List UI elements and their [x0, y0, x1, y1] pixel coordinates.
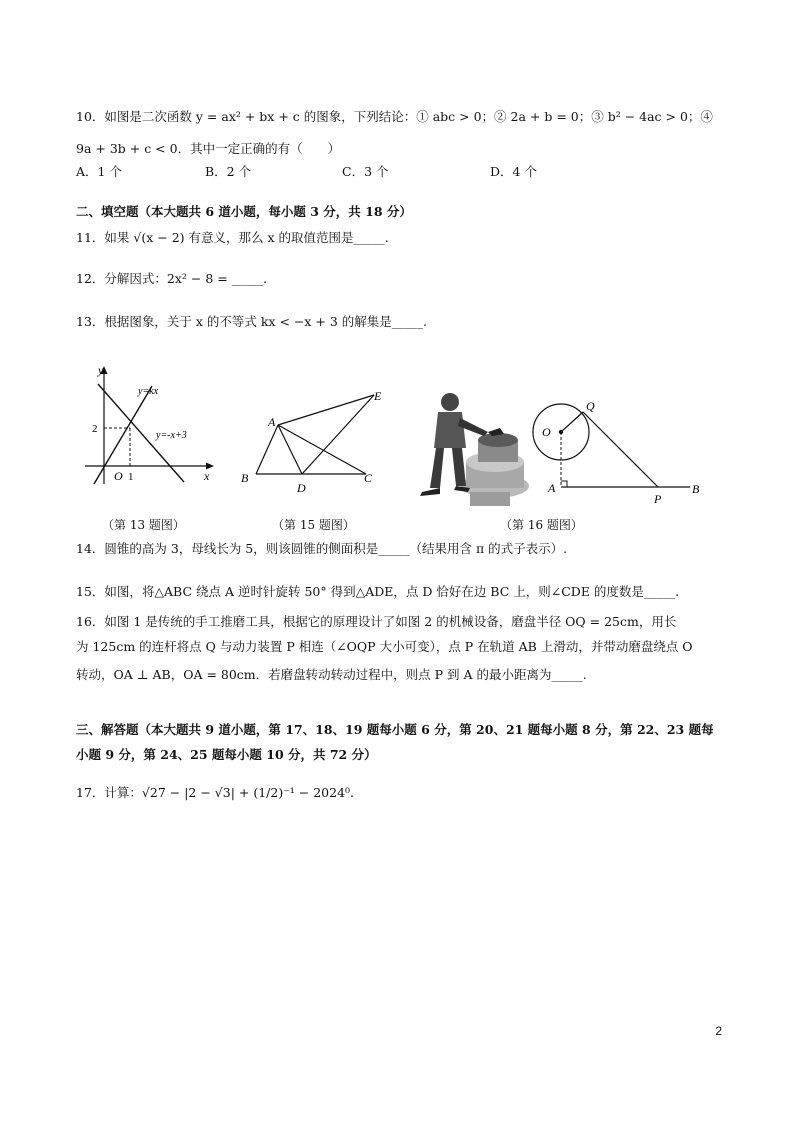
fig13-label-x: x [204, 469, 210, 483]
fig15-label-d: D [297, 481, 306, 495]
section3-heading-line2: 小题 9 分，第 24、25 题每小题 10 分，共 72 分） [76, 747, 377, 762]
section3-heading-line1: 三、解答题（本大题共 9 道小题，第 17、18、19 题每小题 6 分，第 20、21 题每小题 8 分，第 22、23 题每 [76, 722, 714, 737]
fig15-triangles [236, 386, 386, 496]
fig16-caption: （第 16 题图） [500, 518, 583, 532]
fig15-caption: （第 15 题图） [272, 518, 355, 532]
page-number: 2 [715, 1024, 722, 1038]
fig13-graph [80, 362, 220, 490]
q14: 14．圆锥的高为 3，母线长为 5，则该圆锥的侧面积是_____（结果用含 π 的式子表示）. [76, 541, 568, 556]
fig13-label-y: y [98, 363, 104, 377]
q16-line3: 转动，OA ⊥ AB，OA = 80cm．若磨盘转动转动过程中，则点 P 到 A 的最小距离为_____. [76, 667, 587, 682]
fig16-label-a: A [548, 481, 556, 495]
fig16-label-o: O [542, 425, 551, 439]
q10-option-b: B．2 个 [205, 164, 252, 179]
fig13-label-line-kx: y=kx [138, 386, 159, 397]
fig15-label-e: E [374, 389, 382, 403]
fig15-label-c: C [364, 471, 373, 485]
section2-heading: 二、填空题（本大题共 6 道小题，每小题 3 分，共 18 分） [76, 204, 412, 219]
q10-option-c: C．3 个 [342, 164, 389, 179]
fig16-label-q: Q [586, 399, 595, 413]
q15: 15．如图，将△ABC 绕点 A 逆时针旋转 50° 得到△ADE，点 D 恰好在边 BC 上，则∠CDE 的度数是_____. [76, 584, 680, 599]
q10-line1: 10．如图是二次函数 y = ax² + bx + c 的图象，下列结论：① abc > 0；② 2a + b = 0；③ b² − 4ac > 0；④ [76, 109, 713, 124]
fig16-label-p: P [654, 492, 662, 506]
q10-option-a: A．1 个 [76, 164, 122, 179]
fig13-label-origin: O [114, 469, 123, 483]
q16-line1: 16．如图 1 是传统的手工推磨工具，根据它的原理设计了如图 2 的机械设备，磨盘半径 OQ = 25cm，用长 [76, 614, 677, 629]
q10-line2: 9a + 3b + c < 0．其中一定正确的有（ ） [76, 141, 341, 156]
millstone-photo [400, 388, 530, 506]
fig13-caption: （第 13 题图） [102, 518, 185, 532]
q12: 12．分解因式：2x² − 8 = _____. [76, 271, 267, 286]
q13: 13．根据图象，关于 x 的不等式 kx < −x + 3 的解集是_____. [76, 314, 428, 329]
fig13-label-two: 2 [92, 423, 98, 435]
q10-option-d: D．4 个 [490, 164, 537, 179]
fig13-label-one: 1 [128, 471, 134, 483]
q17: 17．计算：√27 − |2 − √3| + (1/2)⁻¹ − 2024⁰. [76, 785, 355, 800]
q16-line2: 为 125cm 的连杆将点 Q 与动力装置 P 相连（∠OQP 大小可变），点 P 在轨道 AB 上滑动，并带动磨盘绕点 O [76, 639, 693, 654]
fig15-label-b: B [241, 471, 249, 485]
fig15-label-a: A [268, 415, 276, 429]
fig16-diagram [530, 396, 710, 512]
fig13-label-line-neg-x-plus-3: y=-x+3 [156, 430, 187, 441]
q11: 11．如果 √(x − 2) 有意义，那么 x 的取值范围是_____. [76, 230, 389, 245]
fig16-label-b: B [692, 482, 700, 496]
